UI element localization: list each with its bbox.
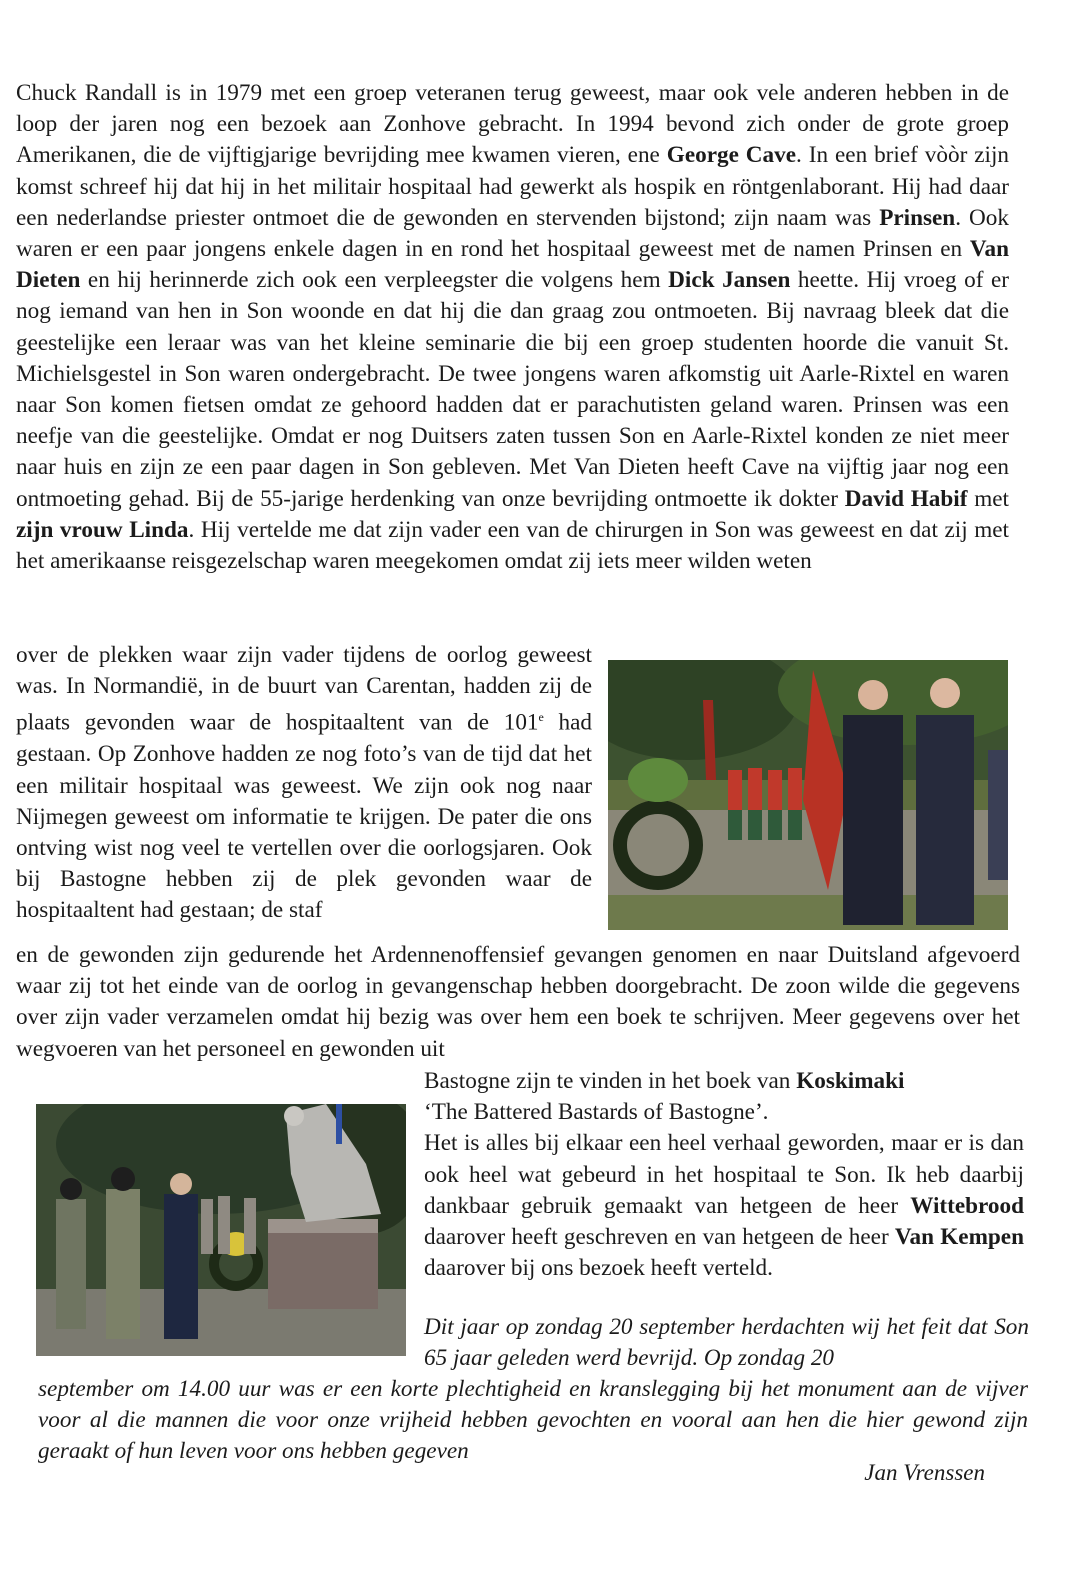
name-david-habif: David Habif [844,485,968,512]
paragraph-commemoration-end: september om 14.00 uur was er een korte plechtigheid en kranslegging bij het monument aan de vijver voor al die mannen die voor onze vrijheid hebben gevochten en vooral aan hen die hier gewond zijn geraakt of hun leven voor ons hebben gegeven [38,1376,1028,1465]
name-dick-jansen: Dick Jansen [668,267,791,294]
author-signature: Jan Vrenssen [864,1460,985,1485]
book-title: ‘The Battered Bastards of Bastogne’. [424,1099,769,1126]
paragraph-commemoration-start: Dit jaar op zondag 20 september herdachten wij het feit dat Son 65 jaar geleden werd bevrijd. Op zondag 20 [424,1314,1029,1372]
paragraph-intro: Chuck Randall is in 1979 met een groep veteranen terug geweest, maar ook vele anderen hebben in de loop der jaren nog een bezoek aan Zonhove gebracht. In 1994 bevond zich onder de grote groep Amerikanen, die de vijftigjarige bevrijding mee kwamen vieren, ene George Cave. In een brief vòòr zijn komst schreef hij dat hij in het militair hospitaal had gewerkt als hospik en röntgenlaborant. Hij had daar een nederlandse priester ontmoet die de gewonden en stervenden bijstond; zijn naam was Prinsen. Ook waren er een paar jongens enkele dagen in en rond het hospitaal geweest met de namen Prinsen en Van Dieten en hij herinnerde zich ook een verpleegster die volgens hem Dick Jansen heette. Hij vroeg of er nog iemand van hen in Son woonde en dat hij die dan graag zou ontmoeten. Bij navraag bleek dat die geestelijke een leraar was van het kleine seminarie die bij een groep studenten hoorde die vanuit St. Michielsgestel in Son waren ondergebracht. De twee jongens waren afkomstig uit Aarle-Rixtel en waren naar Son komen fietsen omdat ze gehoord hadden dat er parachutisten geland waren. Prinsen was een neefje van die geestelijke. Omdat er nog Duitsers zaten tussen Son en Aarle-Rixtel konden ze niet meer naar huis en zijn ze een paar dagen in Son gebleven. Met Van Dieten heeft Cave na vijftig jaar nog een ontmoeting gehad. Bij de 55-jarige herdenking van onze bevrijding ontmoette ik dokter David Habif met zijn vrouw Linda. Hij vertelde me dat zijn vader een van de chirurgen in Son was geweest en dat zij met het amerikaanse reisgezelschap waren meegekomen omdat zij iets meer wilden weten [16,80,1010,575]
photo-monument-ceremony-image [36,1104,406,1356]
name-van-kempen: Van Kempen [894,1224,1024,1251]
photo-monument-ceremony [36,1104,406,1356]
photo-wreath-ceremony [608,660,1008,930]
paragraph-normandy: over de plekken waar zijn vader tijdens de oorlog geweest was. In Normandië, in de buurt van Carentan, hadden zij de plaats gevonden waar de hospitaaltent van de 101e had gestaan. Op Zonhove hadden ze nog foto’s van de tijd dat het een militair hospitaal was geweest. We zijn ook nog naar Nijmegen geweest om informatie te krijgen. De pater die ons ontving wist nog veel te vertellen over die oorlogsjaren. Ook bij Bastogne hebben zij de plek gevonden waar de hospitaaltent had gestaan; de staf [16,642,592,924]
paragraph-bastogne-book: Bastogne zijn te vinden in het boek van Koskimaki ‘The Battered Bastards of Bastogne’. Het is alles bij elkaar een heel verhaal geworden, maar er is dan ook heel wat gebeurd in het hospitaal te Son. Ik heb daarbij dankbaar gebruik gemaakt van hetgeen de heer Wittebrood daarover heeft geschreven en van hetgeen de heer Van Kempen daarover bij ons bezoek heeft verteld. [424,1068,1024,1282]
name-george-cave: George Cave [666,142,797,169]
name-van-dieten: Van Dieten [16,236,1009,294]
name-koskimaki: Koskimaki [796,1068,905,1094]
photo-wreath-ceremony-image [608,660,1008,930]
name-zijn-vrouw-linda: zijn vrouw Linda [16,516,189,543]
paragraph-ardennes: en de gewonden zijn gedurende het Ardennenoffensief gevangen genomen en naar Duitsland afgevoerd waar zij tot het einde van de oorlog in gevangenschap hebben doorgebracht. De zoon wilde die gegevens over zijn vader verzamelen omdat hij bezig was over hem een boek te schrijven. Meer gegevens over het wegvoeren van het personeel en gewonden uit [16,942,1020,1062]
name-prinsen: Prinsen [879,204,956,231]
name-wittebrood: Wittebrood [910,1192,1024,1219]
